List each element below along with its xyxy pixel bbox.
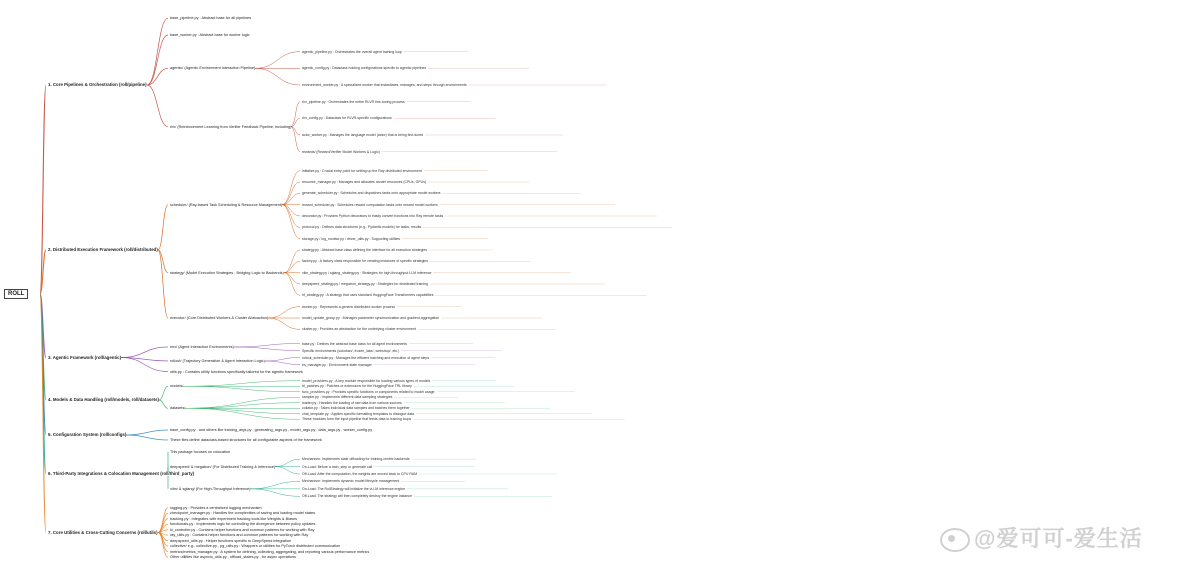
connector	[265, 361, 300, 365]
connector	[255, 68, 300, 85]
group-node[interactable]: base_pipeline.py : Abstract base for all pipelines	[170, 16, 252, 21]
leaf-node[interactable]: worker.py : Represents a generic distributed worker process	[302, 304, 395, 309]
leaf-node[interactable]: vllm_strategy.py / sglang_strategy.py : Strategies for high-throughput LLM inference	[302, 270, 432, 275]
connector	[282, 193, 300, 204]
leaf-node[interactable]: On-Load: Before a train_step or generate call	[302, 464, 373, 469]
group-node[interactable]: kl_controller.py : Contains helper functions and common patterns for working with Ray	[170, 527, 315, 532]
connector	[282, 182, 300, 205]
connector	[282, 205, 300, 228]
leaf-node[interactable]: Off-Load: The strategy will then completely destroy the engine instance	[302, 494, 412, 499]
group-node[interactable]: rlvr/ (Reinforcement Learning from Verifier Feedback Pipeline, including)	[170, 124, 292, 129]
leaf-node[interactable]: es_manager.py : Environment state manager	[302, 362, 372, 367]
leaf-node[interactable]: factory.py : A factory class responsible for creating instances of specific strategies	[302, 259, 428, 264]
leaf-node[interactable]: rlvr_config.py : Dataclass for RLVR-specific configurations	[302, 116, 392, 121]
connector	[121, 347, 168, 358]
group-node[interactable]: utils.py : Contains utility functions specifically tailored for the agentic framework	[170, 369, 303, 374]
leaf-node[interactable]: protocol.py : Defines data structures (e.g., Pydantic models) for tasks, results	[302, 225, 422, 230]
leaf-node[interactable]: On-Load: The RollStrategy will initialize the vLLM inference engine	[302, 486, 406, 491]
connector	[282, 205, 300, 239]
section-node[interactable]: 6. Third-Party Integrations & Colocation Management (roll/third_party)	[48, 471, 195, 476]
group-node[interactable]: scheduler/ (Ray-based Task Scheduling & Resource Management)	[170, 202, 283, 207]
leaf-node[interactable]: resource_manager.py : Manages and allocates cluster resources (CPUs, GPUs)	[302, 180, 427, 184]
connector	[40, 85, 46, 294]
group-node[interactable]: strategy/ (Model Execution Strategies - Bridging Logic to Backends)	[170, 270, 284, 275]
section-node[interactable]: 7. Core Utilities & Cross-Cutting Concerns (roll/utils)	[48, 529, 158, 535]
connector	[158, 205, 168, 250]
leaf-node[interactable]: cluster.py : Provides an abstraction for the underlying cluster environment	[302, 327, 416, 332]
leaf-node[interactable]: generate_scheduler.py : Schedules and dispatches tasks onto appropriate model workers	[302, 191, 441, 196]
connector	[147, 35, 168, 85]
group-node[interactable]: rollout/ (Trajectory Generation & Agent Interaction Logic)	[170, 359, 265, 363]
leaf-node[interactable]: func_providers.py : Provides specific functions or components related to model usage	[302, 389, 435, 394]
group-node[interactable]: vllm/ & sglang/ (For High-Throughput Inference)	[170, 486, 251, 491]
section-node[interactable]: 3. Agentic Framework (roll/agentic)	[48, 354, 122, 360]
leaf-node[interactable]: Off-Load: After the computation, the weights are moved back to CPU RAM	[302, 472, 418, 476]
leaf-node[interactable]: reward_scheduler.py : Schedules reward computation tasks onto reward model workers	[302, 202, 438, 207]
leaf-node[interactable]: base.py : Defines the abstract base class for all agent environments	[302, 341, 408, 346]
leaf-node[interactable]: hf_strategy.py : A strategy that uses standard HuggingFace Transformers capabilities	[302, 293, 434, 298]
group-node[interactable]: Other utilities like asyncio_utils.py , offload_states.py , for async operations	[170, 555, 296, 560]
connector	[282, 205, 300, 216]
root-node[interactable]: ROLL	[4, 289, 28, 299]
leaf-node[interactable]: initialize.py : Crucial entry point for setting up the Ray distributed environment	[302, 168, 422, 173]
group-node[interactable]: logging.py : Provides a centralized logging mechanism	[170, 505, 262, 510]
connector	[282, 171, 300, 205]
leaf-node[interactable]: environment_worker.py : A specialized worker that instantiates, manages, and steps through environments	[302, 83, 467, 87]
section-node[interactable]: 1. Core Pipelines & Orchestration (roll/pipeline)	[48, 82, 147, 87]
leaf-node[interactable]: storage.py / log_monitor.py / driver_utils.py : Supporting utilities	[302, 236, 401, 241]
group-node[interactable]: agentic/ (Agentic Environment Interaction Pipeline)	[170, 66, 256, 71]
group-node[interactable]: checkpoint_manager.py : Handles the complexities of saving and loading model states	[170, 511, 316, 516]
connector	[159, 386, 168, 400]
leaf-node[interactable]: model_update_group.py : Manages parameter synchronization and gradient aggregation	[302, 316, 440, 320]
group-node[interactable]: functionals.py : Implements logic for controlling the divergence between policy updates	[170, 522, 316, 527]
connector	[284, 250, 300, 273]
leaf-node[interactable]: rlvr_pipeline.py : Orchestrates the entire RLVR fine-tuning process	[302, 99, 405, 104]
group-node[interactable]: These files define dataclass-based structures for all configurable aspects of the framework	[170, 438, 322, 442]
group-node[interactable]: collective/ e.g., collective.py , pg_utils.py : Wrappers or utilities for PyTorch distributed communication	[170, 544, 341, 549]
connector	[126, 435, 168, 440]
connector	[126, 430, 168, 435]
connector	[268, 318, 300, 329]
leaf-node[interactable]: Mechanism: Implements dynamic model lifecycle management	[302, 479, 400, 484]
connector	[255, 52, 300, 69]
leaf-node[interactable]: Mechanism: Implements state offloading for training-centric backends	[302, 457, 410, 462]
weibo-logo-icon	[940, 528, 970, 552]
leaf-node[interactable]: sampler.py : Implements different data sampling strategies	[302, 395, 393, 400]
group-node[interactable]: datasets/	[170, 406, 186, 411]
leaf-node[interactable]: rollout_scheduler.py : Manages the efficient batching and execution of agent steps	[302, 355, 430, 360]
connector	[234, 344, 300, 348]
connector	[185, 408, 300, 414]
leaf-node[interactable]: strategy.py : Abstract base class defining the interface for all execution strategies	[302, 248, 428, 252]
section-node[interactable]: 2. Distributed Execution Framework (roll/distributed)	[48, 247, 158, 252]
group-node[interactable]: base_config.py , and others like training_args.py , generating_args.py , model_args.py , data_args.py , worker_config.py	[170, 428, 373, 432]
leaf-node[interactable]: deepspeed_strategy.py / megatron_strategy.py : Strategies for distributed training	[302, 282, 428, 286]
connector	[183, 381, 300, 387]
group-node[interactable]: deepspeed_utils.py : Helper functions specific to DeepSpeed integration	[170, 538, 292, 543]
connector	[265, 358, 300, 362]
group-node[interactable]: metrics/metrics_manager.py : A system for defining, collecting, aggregating, and reporting various performance metrics	[170, 549, 370, 554]
group-node[interactable]: tracking.py : Integrates with experiment tracking tools like Weights & Biases	[170, 516, 297, 521]
connector	[268, 307, 300, 318]
group-node[interactable]: deepspeed/ & megatron/ (For Distributed Training & Inference)	[170, 464, 276, 469]
leaf-node[interactable]: loader.py : Handles the loading of raw data from various sources	[302, 400, 402, 405]
connector	[250, 481, 300, 488]
leaf-node[interactable]: These modules form the input pipeline that feeds data to training loops	[302, 417, 412, 422]
watermark-text: @爱可可-爱生活	[974, 526, 1143, 551]
group-node[interactable]: base_worker.py : Abstract base for worker logic	[170, 33, 250, 37]
group-node[interactable]: executor/ (Core Distributed Workers & Cluster Abstraction)	[170, 316, 269, 320]
leaf-node[interactable]: agentic_config.py : Dataclass holding configurations specific to agentic pipelines	[302, 66, 427, 71]
leaf-node[interactable]: Specific environments (sokoban/, frozen_lake/, webshop/, etc.)	[302, 348, 400, 353]
watermark	[940, 522, 1143, 553]
connector	[275, 467, 300, 474]
leaf-node[interactable]: rewards/ (Reward/Verifier Model Workers & Logic)	[302, 149, 380, 154]
connector	[275, 459, 300, 466]
connector	[250, 489, 300, 496]
connector	[159, 400, 168, 408]
leaf-node[interactable]: trl_patches.py : Patches or extensions for the HuggingFace TRL library	[302, 384, 412, 389]
leaf-node[interactable]: model_providers.py : A key module responsible for loading various types of models	[302, 378, 431, 383]
connector	[234, 347, 300, 351]
section-node[interactable]: 4. Models & Data Handling (roll/models, roll/datasets)	[48, 397, 160, 402]
leaf-node[interactable]: actor_worker.py : Manages the language model (actor) that is being fine-tuned	[302, 133, 424, 137]
connector	[284, 273, 300, 296]
group-node[interactable]: models/	[170, 384, 184, 389]
leaf-node[interactable]: chat_template.py : Applies specific formatting templates to dialogue data	[302, 411, 415, 416]
connector	[185, 403, 300, 409]
group-node[interactable]: This package focuses on colocation	[170, 449, 231, 454]
section-node[interactable]: 5. Configuration System (roll/configs)	[48, 432, 127, 437]
connector	[147, 18, 168, 85]
connector	[183, 386, 300, 392]
leaf-node[interactable]: decorator.py : Provides Python decorators to easily convert functions into Ray remote tasks	[302, 214, 444, 218]
connector	[284, 261, 300, 272]
group-node[interactable]: env/ (Agent Interaction Environments)	[170, 345, 234, 349]
leaf-node[interactable]: collator.py : Takes individual data samples and batches them together	[302, 406, 410, 411]
leaf-node[interactable]: agentic_pipeline.py : Orchestrates the overall agent training loop	[302, 49, 402, 54]
group-node[interactable]: ray_utils.py : Contains helper functions and common patterns for working with Ray	[170, 533, 309, 538]
connector	[147, 85, 168, 127]
connector	[284, 273, 300, 284]
